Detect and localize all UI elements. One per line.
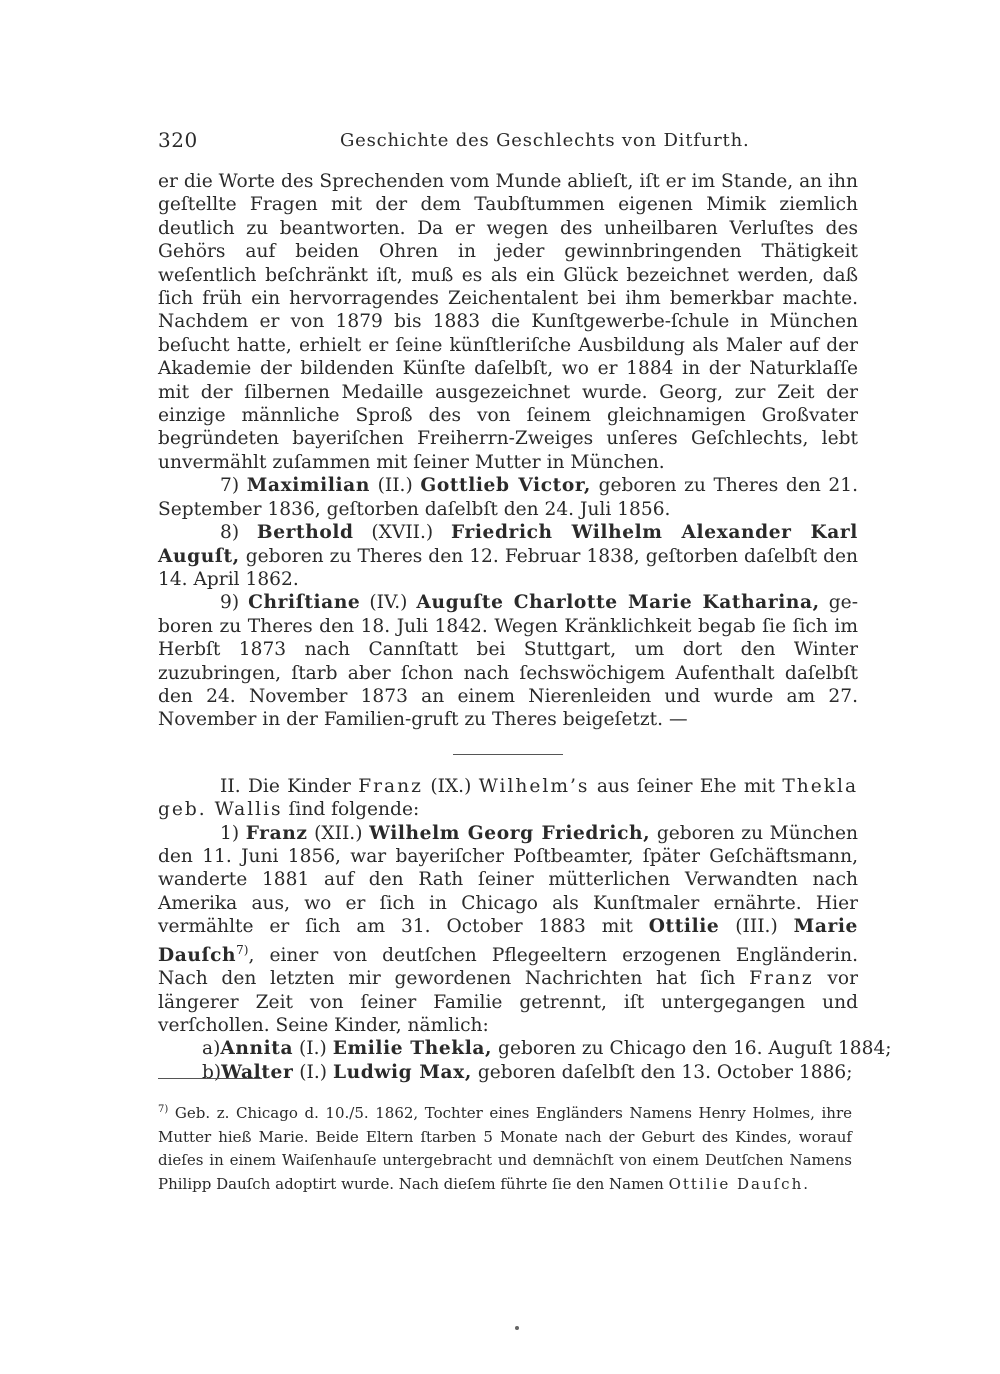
footnote-marker: 7) [158, 1104, 169, 1115]
continuation-paragraph: er die Worte des Sprechenden vom Munde ablieſt, iſt er im Stande, an ihn geſtellte Fragen mit der dem Taubſtummen eigenen Mimik ziemlich deutlich zu beantworten. Da er wegen des unheilbaren Verluſtes des Gehörs auf beiden Ohren in jeder gewinnbringenden Thätigkeit weſentlich beſchränkt iſt, muß es als ein Glück bezeichnet werden, daß ſich früh ein hervorragendes Zeichentalent bei ihm bemerkbar machte. Nachdem er von 1879 bis 1883 die Kunſtgewerbe-ſchule in München beſucht hatte, erhielt er ſeine künſtleriſche Ausbildung als Maler auf der Akademie der bildenden Künſte daſelbſt, wo er 1884 in der Naturklaſſe mit der ſilbernen Medaille ausgezeichnet wurde. Georg, zur Zeit der einzige männliche Sproß des von ſeinem gleichnamigen Großvater begründeten bayeriſchen Freiherrn-Zweiges unſeres Geſchlechts, lebt unvermählt zuſammen mit ſeiner Mutter in München. [158, 171, 858, 473]
child-ordinal: (I.) [299, 1061, 328, 1083]
running-title: Geschichte des Geschlechts von Ditfurth. [340, 130, 750, 151]
entry-text: ge-boren zu Theres den 18. Juli 1842. Wegen Kränklichkeit begab ſie ſich im Herbſt 1873 nach Cannſtatt bei Stuttgart, um dort den Winter zuzubringen, ſtarb aber ſchon nach ſechswöchigem Aufenthalt daſelbſt den 24. November 1873 an einem Nierenleiden und wurde am 27. November in der Familien-gruft zu Theres beigeſetzt. — [158, 592, 858, 731]
child-given-names: Emilie Thekla, [332, 1038, 493, 1060]
entry-9 [158, 591, 858, 731]
child-label: b) [202, 1061, 222, 1083]
entry-name: Chriſtiane [248, 592, 361, 614]
entry-given-names: Wilhelm Georg Friedrich, [369, 822, 651, 844]
entry-given-names: Friedrich Wilhelm Alexander Karl Auguſt, [158, 522, 858, 567]
franz-spaced: Franz [749, 968, 814, 990]
intro-name3: Thekla geb. Wallis [158, 775, 859, 821]
entry-name: Franz [245, 822, 308, 844]
print-speck [515, 1326, 519, 1330]
intro-middle: (IX.) [430, 775, 472, 797]
child-given-names: Ludwig Max, [332, 1061, 472, 1083]
child-ordinal: (I.) [299, 1038, 327, 1060]
entry-franz [158, 822, 858, 1038]
entry-ordinal: (XII.) [314, 822, 363, 844]
intro-name: Franz [358, 775, 423, 797]
child-text: geboren zu Chicago den 16. Auguſt 1884; [498, 1038, 892, 1060]
footnote-ref[interactable]: 7) [236, 942, 249, 957]
footnote-text [158, 1098, 852, 1196]
intro-prefix: II. Die Kinder [220, 775, 351, 797]
entry-ordinal: (XVII.) [371, 522, 434, 544]
footnote [158, 1098, 852, 1196]
intro-mid2: aus ſeiner Ehe mit [596, 775, 775, 797]
entry-name: Berthold [256, 522, 354, 544]
entry-ordinal: (II.) [377, 475, 413, 497]
body-text [158, 170, 892, 1084]
spouse-given-names: Marie Dauſch [158, 916, 858, 966]
entry-given-names: Gottlieb Victor, [420, 475, 591, 497]
page-number: 320 [158, 128, 198, 152]
entry-ordinal: (IV.) [369, 592, 408, 614]
page-header [158, 128, 858, 158]
spouse-name: Ottilie [648, 916, 720, 938]
child-text: geboren daſelbſt den 13. October 1886; [477, 1061, 853, 1083]
intro-name2: Wilhelm’s [478, 775, 590, 797]
entry-text: geboren zu Theres den 12. Februar 1838, geſtorben daſelbſt den 14. April 1862. [158, 545, 858, 590]
child-name: Annita [220, 1038, 294, 1060]
footnote-name: Ottilie Dauſch. [668, 1174, 811, 1193]
entry-number: 8) [220, 522, 240, 544]
child-name: Walter [221, 1061, 294, 1083]
footnote-divider [158, 1078, 262, 1079]
section-divider [453, 754, 563, 755]
entry-text: geboren zu Theres den 21. September 1836, geſtorben daſelbſt den 24. Juli 1856. [158, 475, 859, 520]
child-item-b [158, 1061, 858, 1084]
child-item-a [158, 1037, 892, 1060]
entry-text-2: , einer von deutſchen Pflegeeltern erzogenen Engländerin. Nach den letzten mir gewordenen Nachrichten hat ſich [158, 944, 858, 990]
footnote-body: Geb. z. Chicago d. 10./5. 1862, Tochter eines Engländers Namens Henry Holmes, ihre Mutter hieß Marie. Beide Eltern ſtarben 5 Monate nach der Geburt des Kindes, worauf dieſes in einem Waiſenhauſe untergebracht und demnächſt von einem Deutſchen Namens Philipp Dauſch adoptirt wurde. Nach dieſem führte ſie den Namen [158, 1104, 852, 1193]
entry-text-3: vor längerer Zeit von ſeiner Familie getrennt, iſt untergegangen und verſchollen. Seine Kinder, nämlich: [158, 968, 858, 1036]
section-two-intro [158, 775, 858, 822]
entry-number: 7) [220, 475, 240, 497]
entry-name: Maximilian [246, 475, 370, 497]
entry-number: 1) [220, 822, 240, 844]
spouse-ordinal: (III.) [735, 916, 778, 938]
entry-given-names: Auguſte Charlotte Marie Katharina, [416, 592, 820, 614]
child-label: a) [202, 1038, 221, 1060]
entry-number: 9) [220, 592, 240, 614]
entry-text-1: geboren zu München den 11. Juni 1856, war bayeriſcher Poſtbeamter, ſpäter Geſchäftsmann, wanderte 1881 auf den Rath ſeiner mütterlichen Verwandten nach Amerika aus, wo er ſich in Chicago als Kunſtmaler ernährte. Hier vermählte er ſich am 31. October 1883 mit [158, 822, 859, 938]
entry-8 [158, 521, 858, 591]
entry-7 [158, 474, 858, 521]
intro-suffix: ſind folgende: [288, 799, 420, 821]
